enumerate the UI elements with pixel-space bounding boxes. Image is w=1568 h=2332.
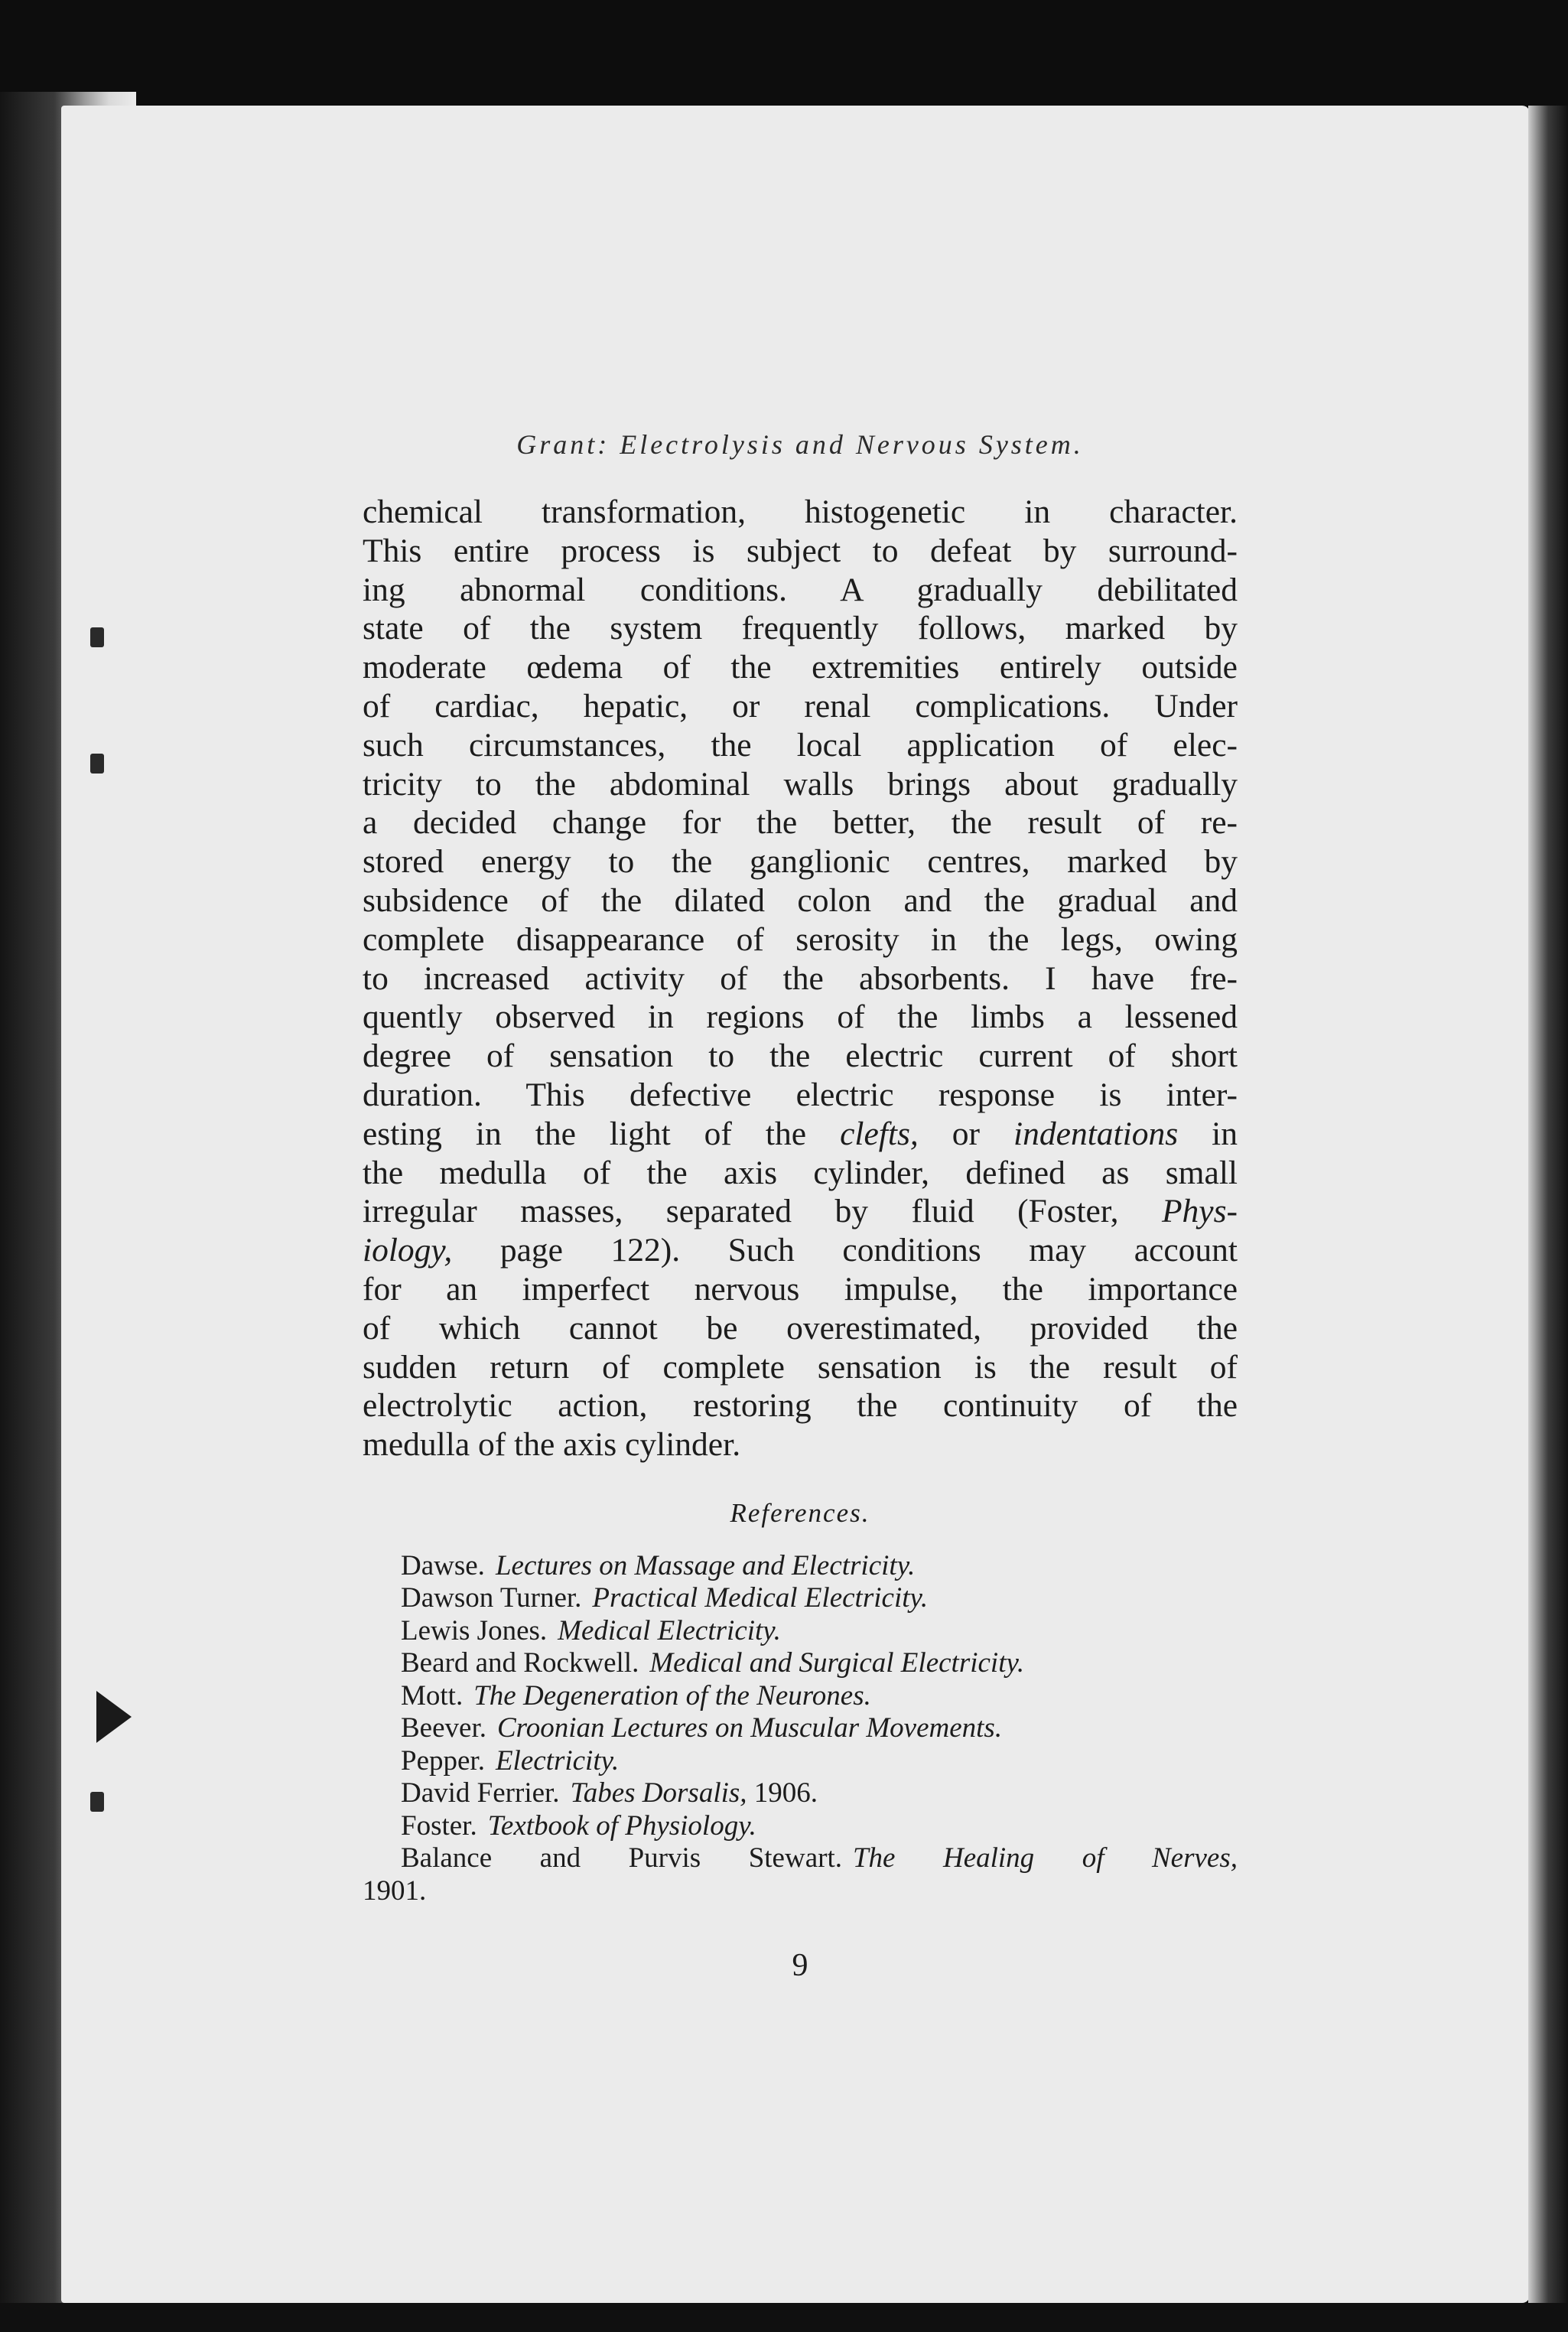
body-line <box>363 1037 1238 1076</box>
text-segment: ing abnormal conditions. A gradually debilitated <box>363 571 1238 608</box>
body-line <box>363 571 1238 610</box>
reference-author: Mott. <box>401 1679 464 1712</box>
body-line <box>363 726 1238 765</box>
text-segment: state of the system frequently follows, marked by <box>363 610 1238 647</box>
reference-entry <box>401 1810 1238 1843</box>
reference-title: The Degeneration of the Neurones. <box>473 1679 871 1712</box>
body-line <box>363 842 1238 881</box>
text-segment: the medulla of the axis cylinder, defined as small <box>363 1154 1238 1191</box>
references-list <box>363 1550 1238 1908</box>
reference-title: Textbook of Physiology. <box>487 1809 756 1842</box>
text-segment: of cardiac, hepatic, or renal complications. Under <box>363 687 1238 725</box>
text-segment: of which cannot be overestimated, provided the <box>363 1309 1238 1347</box>
references-heading: References. <box>730 1497 870 1528</box>
text-segment: for an imperfect nervous impulse, the importance <box>363 1270 1238 1308</box>
reference-author: Dawse. <box>401 1549 485 1581</box>
text-segment: page 122). Such conditions may account <box>452 1232 1238 1269</box>
reference-title: Electricity. <box>495 1744 620 1777</box>
margin-mark <box>90 754 104 774</box>
reference-author: Pepper. <box>401 1744 485 1777</box>
body-line <box>363 609 1238 648</box>
body-line <box>363 648 1238 687</box>
italic-text: Phys- <box>1161 1193 1238 1230</box>
text-segment: stored energy to the ganglionic centres, marked by <box>363 843 1238 881</box>
reference-title: The Healing of Nerves, <box>852 1842 1238 1874</box>
body-line <box>363 1154 1238 1193</box>
reference-title: Practical Medical Electricity. <box>592 1582 929 1614</box>
body-line <box>363 920 1238 959</box>
body-line <box>363 1076 1238 1115</box>
body-line <box>363 765 1238 804</box>
reference-title: Croonian Lectures on Muscular Movements. <box>496 1712 1003 1744</box>
text-segment: such circumstances, the local application of elec- <box>363 726 1238 764</box>
reference-author: Balance and Purvis Stewart. <box>401 1842 842 1874</box>
body-line <box>363 493 1238 532</box>
reference-author: Foster. <box>401 1809 477 1842</box>
reference-entry <box>401 1777 1238 1810</box>
page-right-edge <box>1528 106 1568 2332</box>
reference-entry <box>401 1647 1238 1680</box>
body-line <box>363 881 1238 920</box>
text-segment: in <box>1178 1115 1238 1152</box>
reference-author: David Ferrier. <box>401 1777 560 1809</box>
text-segment: esting in the light of the <box>363 1115 841 1152</box>
reference-entry <box>401 1680 1238 1713</box>
running-head: Grant: Electrolysis and Nervous System. <box>516 429 1084 460</box>
body-line <box>363 1192 1238 1231</box>
italic-text: indentations <box>1013 1115 1179 1152</box>
body-line <box>363 687 1238 726</box>
body-line <box>363 1348 1238 1387</box>
margin-mark <box>90 1792 104 1812</box>
body-line <box>363 959 1238 998</box>
reference-author: Beard and Rockwell. <box>401 1647 639 1679</box>
reference-title: Medical and Surgical Electricity. <box>649 1647 1025 1679</box>
body-line <box>363 1386 1238 1425</box>
reference-entry <box>401 1745 1238 1778</box>
text-segment: irregular masses, separated by fluid (Foster, <box>363 1193 1162 1230</box>
page-number: 9 <box>792 1948 808 1984</box>
text-segment: subsidence of the dilated colon and the gradual and <box>363 881 1238 919</box>
reference-entry <box>401 1712 1238 1745</box>
text-segment: medulla of the axis cylinder. <box>363 1426 741 1464</box>
text-segment: electrolytic action, restoring the continuity of the <box>363 1387 1238 1425</box>
reference-entry <box>401 1842 1238 1875</box>
text-segment: This entire process is subject to defeat by surround- <box>363 532 1238 569</box>
reference-entry <box>401 1615 1238 1648</box>
reference-entry <box>401 1550 1238 1583</box>
body-line <box>363 1270 1238 1309</box>
text-segment: degree of sensation to the electric current of short <box>363 1037 1238 1075</box>
reference-author: Beever. <box>401 1712 486 1744</box>
body-text <box>363 493 1238 1464</box>
reference-title: Tabes Dorsalis, <box>570 1777 747 1809</box>
body-line <box>363 1425 1238 1464</box>
italic-text: iology, <box>363 1232 453 1269</box>
scan-bottom-border <box>0 2303 1568 2332</box>
body-line <box>363 532 1238 571</box>
reference-title: Lectures on Massage and Electricity. <box>495 1549 916 1581</box>
text-segment: complete disappearance of serosity in the legs, owing <box>363 920 1238 958</box>
italic-text: clefts, <box>840 1115 919 1152</box>
text-segment: moderate œdema of the extremities entirely outside <box>363 649 1238 686</box>
text-segment: sudden return of complete sensation is the result of <box>363 1348 1238 1386</box>
margin-mark <box>90 627 104 647</box>
reference-year: 1901. <box>363 1874 427 1907</box>
body-line <box>363 803 1238 842</box>
text-segment: tricity to the abdominal walls brings about gradually <box>363 765 1238 803</box>
body-line <box>363 998 1238 1037</box>
page-content <box>363 428 1238 1984</box>
body-line <box>363 1309 1238 1348</box>
text-segment: or <box>918 1115 1014 1152</box>
text-segment: to increased activity of the absorbents. I have fre- <box>363 959 1238 997</box>
body-line <box>363 1115 1238 1154</box>
text-segment: quently observed in regions of the limbs a lessened <box>363 998 1238 1036</box>
text-segment: duration. This defective electric response is inter- <box>363 1076 1238 1113</box>
text-segment: chemical transformation, histogenetic in character. <box>363 493 1238 530</box>
text-segment: a decided change for the better, the result of re- <box>363 804 1238 842</box>
reference-year: 1906. <box>747 1777 818 1809</box>
reference-author: Dawson Turner. <box>401 1582 582 1614</box>
body-line <box>363 1231 1238 1270</box>
margin-arrow-mark <box>96 1691 132 1743</box>
reference-entry <box>401 1582 1238 1615</box>
reference-title: Medical Electricity. <box>558 1614 781 1646</box>
reference-author: Lewis Jones. <box>401 1614 548 1646</box>
